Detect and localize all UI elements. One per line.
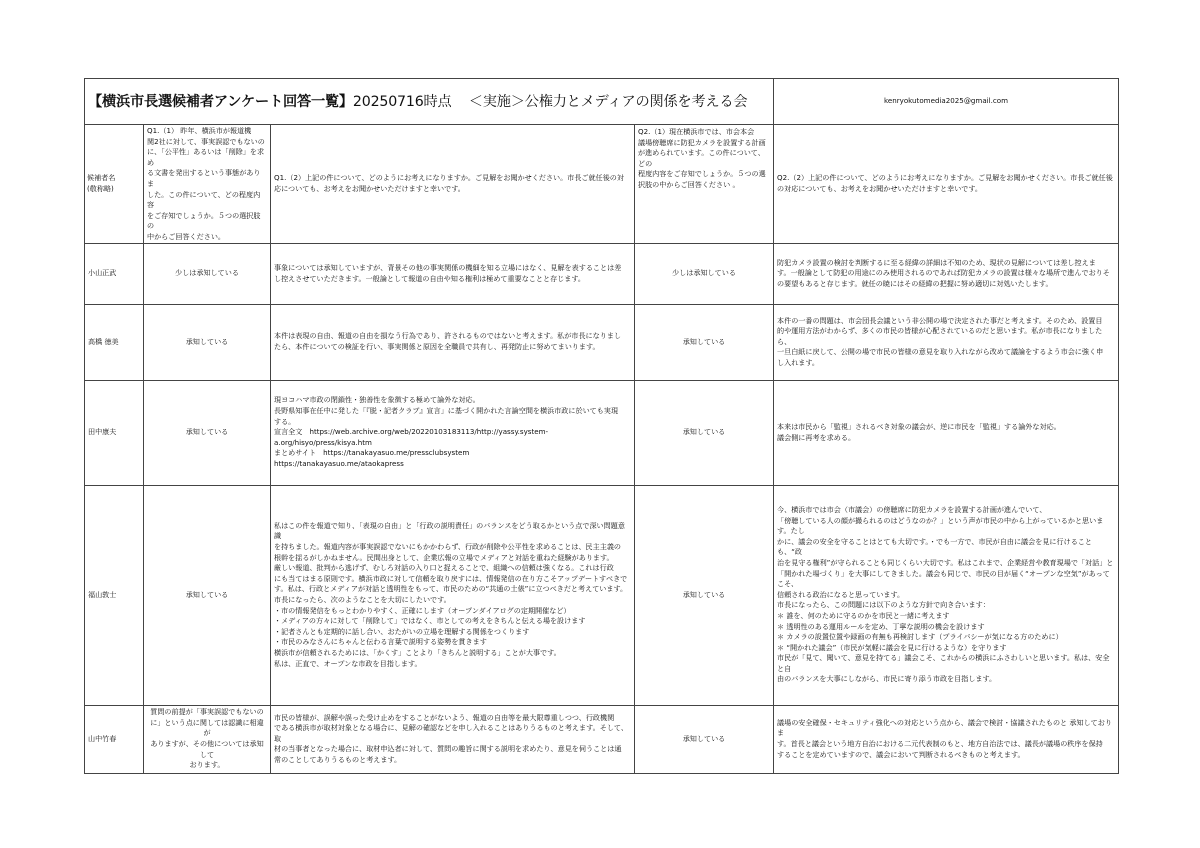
q2-1-answer: [635, 304, 774, 380]
text-line: 中からご回答ください。: [147, 231, 226, 241]
candidate-name: 山中竹春: [85, 705, 144, 773]
q2-2-header: [774, 125, 1119, 244]
text-line: おります。: [189, 760, 225, 770]
text-line: 質問の前提が「事実誤認でもないの: [150, 707, 264, 717]
q1-1-answer: [144, 485, 271, 705]
text-line: 横浜市が信頼されるためには、「かくす」ことより「きちんと説明する」ことが大事です。: [274, 648, 561, 657]
text-line: 一旦白紙に戻して、公開の場で市民の皆様の意見を取り入れながら改めて議論をするよう市会に強く申: [777, 347, 1104, 357]
text-line: 議場傍聴席に防犯カメラを設置する計画: [638, 137, 766, 147]
q1-2-answer: [271, 485, 635, 705]
text-line: Q1.（2）上記の件について、どのようにお考えになりますか。ご見解をお聞かせください。市長ご就任後の対: [274, 173, 624, 183]
candidate-name: 小山正武: [85, 243, 144, 304]
text-line: し控えさせていただきます。一般論として報道の自由や知る権利は極めて重要なことと存じます。: [274, 273, 585, 283]
text-line: 議会側に再考を求める。: [777, 432, 856, 442]
text-line: 常のことしてありうるものと考えます。: [274, 754, 402, 764]
candidate-row: [85, 705, 1119, 773]
candidate-row: [85, 485, 1119, 705]
text-line: 長野県知事在任中に発した「『脱・記者クラブ』宣言」に基づく開かれた言論空間を横浜市政に於いても実現: [274, 406, 619, 416]
q2-2-answer: [774, 485, 1119, 705]
text-line: の対応についても、お考えをお聞かせいただけますと幸いです。: [777, 183, 983, 193]
candidate-row: [85, 243, 1119, 304]
text-line: 市長になったら、次のようなことを大切にしたいです。: [274, 595, 451, 605]
text-line: まとめサイト https://tanakayasuo.me/pressclubsystem: [274, 448, 470, 458]
q2-2-answer: [774, 304, 1119, 380]
text-line: a.org/hisyo/press/kisya.htm: [274, 437, 372, 447]
text-line: ＊ 誰を、何のために守るのかを市民と一緒に考えます: [777, 610, 950, 620]
candidate-name: 高橋 徳美: [85, 304, 144, 380]
text-line: ・市の情報発信をもっとわかりやすく、正確にします（オープンダイアログの定期開催など）: [274, 605, 571, 615]
candidate-row: [85, 304, 1119, 380]
text-line: することを定めていますので、議会において判断されるべきものと考えます。: [777, 749, 1025, 759]
text-line: をご存知でしょうか。５つの選択肢の: [147, 210, 261, 231]
text-line: 択肢の中からご回答ください 。: [638, 179, 740, 189]
text-line: する。: [274, 416, 296, 426]
text-line: 「傍聴している人の顔が撮られるのはどうなのか？」という声が市民の中から上がっているかと思います。たし: [777, 515, 1104, 536]
text-line: 承知している: [682, 733, 726, 743]
text-line: ＊ 透明性のある運用ルールを定め、丁寧な説明の機会を設けます: [777, 621, 985, 631]
text-line: たら、本件についての検証を行い、事実関係と原因を全職員で共有し、再発防止に努めてまいります。: [274, 342, 600, 352]
text-line: Q2.（1）現在横浜市では、市会本会: [638, 127, 755, 136]
text-line: に」という点に関しては認識に相違が: [150, 717, 264, 738]
candidate-survey-table: [84, 78, 1119, 774]
text-line: に、「公平性」あるいは「削除」を求め: [147, 147, 265, 167]
text-line: ＊ カメラの設置位置や録画の有無も再検討します（プライバシーが気になる方のために）: [777, 632, 1063, 642]
text-line: ＊ “開かれた議会”（市民が気軽に議会を見に行けるような）を守ります: [777, 642, 1007, 652]
text-line: にも当てはまる原則です。横浜市政に対して信頼を取り戻すには、情報発信の在り方こそアップデートすべきで: [274, 573, 628, 583]
candidate-name: 田中康夫: [85, 380, 144, 485]
q1-1-answer: [144, 304, 271, 380]
text-line: Q2.（2）上記の件について、どのようにお考えになりますか。ご見解をお聞かせください。市長ご就任後: [777, 173, 1113, 183]
text-line: す。一般論として防犯の用途にのみ使用されるのであれば防犯カメラの設置は様々な場所で進んでおりそ: [777, 268, 1110, 278]
text-line: かに、議会の安全を守ることはとても大切です。・でも一方で、市民が自由に議会を見に行けることも、“政: [777, 536, 1092, 557]
text-line: 私は、正直で、オープンな市政を目指します。: [274, 658, 422, 668]
text-line: 関2社に対して、事実誤認でもないの: [147, 136, 265, 146]
text-line: 少しは承知している: [175, 268, 239, 278]
text-line: す。私は、行政とメディアが対話と透明性をもって、市民のための“共通の土俵”に立つべきだと考えています。: [274, 584, 628, 594]
document-title: 【横浜市長選候補者アンケート回答一覧】: [88, 93, 353, 110]
title-row: [85, 79, 1119, 125]
text-line: 由のバランスを大事にしながら、市民に寄り添う市政を目指します。: [777, 674, 997, 684]
text-line: 少しは承知している: [672, 268, 736, 278]
q1-1-answer: [144, 243, 271, 304]
text-line: 本件の一番の問題は、市会団長会議という非公開の場で決定された事だと考えます。そのため、設置目: [777, 315, 1103, 325]
text-line: 程度内容をご存知でしょうか。５つの選: [638, 169, 766, 179]
q2-1-answer: [635, 485, 774, 705]
text-line: 厳しい報道、批判から逃げず、むしろ対話の入り口と捉えることで、組織への信頼は強くなる。これは行政: [274, 563, 614, 573]
text-line: 市長になったら、この問題には以下のような方針で向き合います：: [777, 600, 990, 610]
text-line: である横浜市が取材対象となる場合に、見解の確認などを申し入れることはありうるものと考えます。そして、取: [274, 723, 628, 743]
title-cell: [85, 79, 774, 125]
text-line: の要望もあると存じます。就任の暁にはその経緯の把握に努め適切に対処いたします。: [777, 278, 1053, 288]
text-line: ありますが、その他については承知して: [150, 739, 264, 759]
text-line: 的や運用方法がわからず、多くの市民の皆様が心配されているのだと思います。私が市長になりましたら、: [777, 326, 1103, 346]
text-line: 応についても、お考えをお聞かせいただけますと幸いです。: [274, 183, 465, 193]
q2-2-answer: [774, 380, 1119, 485]
text-line: ・メディアの方々に対して「削除して」ではなく、市としての考えをきちんと伝える場を設けます: [274, 616, 586, 626]
text-line: 承知している: [185, 589, 229, 599]
q1-1-header: [144, 125, 271, 244]
text-line: 治を見守る権利”が守られることも同じくらい大切です。私はこれまで、企業経営や教育現場で「対話」と: [777, 557, 1114, 567]
q1-2-answer: [271, 304, 635, 380]
text-line: 信頼される政治になると思っています。: [777, 589, 905, 599]
text-line: 市民が「見て、聞いて、意見を持てる」議会こそ、これからの横浜にふさわしいと思います。私は、安全と自: [777, 653, 1110, 673]
organizer: ＜実施＞公権力とメディアの関係を考える会: [468, 93, 748, 110]
candidate-name: 福山敦士: [85, 485, 144, 705]
q2-2-answer: [774, 705, 1119, 773]
text-line: 本件は表現の自由、報道の自由を損なう行為であり、許されるものではないと考えます。私が市長になりまし: [274, 331, 622, 341]
q2-1-answer: [635, 243, 774, 304]
text-line: 私はこの件を報道で知り、「表現の自由」と「行政の説明責任」のバランスをどう取るかという点で深い問題意識: [274, 520, 625, 541]
text-line: が進められています。この件について、どの: [638, 148, 765, 168]
text-line: し入れます。: [777, 357, 820, 367]
text-line: を持ちました。報道内容が事実誤認でないにもかかわらず、行政が削除や公平性を求めることは、民主主義の: [274, 542, 622, 552]
text-line: 根幹を揺るがしかねません。民間出身として、企業広報の立場でメディアと対話を重ねた経験があります。: [274, 552, 614, 562]
text-line: https://tanakayasuo.me/ataokapress: [274, 459, 404, 469]
text-line: 事象については承知していますが、背景その他の事実関係の機細を知る立場にはなく、見解を表することは差: [274, 262, 622, 272]
text-line: 議場の安全確保・セキュリティ強化への対応という点から、議会で検討・協議されたものと 承知しておりま: [777, 717, 1112, 738]
text-line: 承知している: [682, 336, 726, 346]
q1-2-header: [271, 125, 635, 244]
q2-1-header: [635, 125, 774, 244]
candidate-name-header: [85, 125, 144, 244]
text-line: 材の当事者となった場合に、取材申込者に対して、質問の趣旨に関する説明を求めたり、意見を伺うことは通: [274, 744, 622, 754]
text-line: す。首長と議会という地方自治における二元代表制のもと、地方自治法では、議長が議場の秩序を保持: [777, 739, 1103, 749]
text-line: (敬称略): [87, 183, 114, 193]
text-line: 防犯カメラ設置の検討を判断するに至る経緯の詳細は不知のため、現状の見解については差し控えま: [777, 257, 1096, 267]
text-line: 今、横浜市では市会（市議会）の傍聴席に防犯カメラを設置する計画が進んでいて、: [777, 504, 1047, 514]
candidate-row: [85, 380, 1119, 485]
text-line: 市民の皆様が、誤解や誤った受け止めをすることがないよう、報道の自由等を最大限尊重しつつ、行政機関: [274, 712, 615, 722]
text-line: 承知している: [185, 336, 229, 346]
text-line: 候補者名: [87, 173, 116, 183]
text-line: 「開かれた場づくり」を大事にしてきました。議会も同じで、市民の目が届く“オープンな空気”があってこそ、: [777, 568, 1110, 589]
q1-1-answer: [144, 705, 271, 773]
q2-2-answer: [774, 243, 1119, 304]
text-line: ・市民のみなさんにちゃんと伝わる言葉で説明する姿勢を貫きます: [274, 637, 487, 647]
text-line: 承知している: [682, 427, 726, 437]
q2-1-answer: [635, 705, 774, 773]
text-line: 現ヨコハマ市政の閉鎖性・独善性を象徴する極めて論外な対応。: [274, 395, 480, 405]
as-of-date: 20250716時点: [352, 93, 452, 110]
q1-1-answer: [144, 380, 271, 485]
text-line: 本来は市民から「監視」されるべき対象の議会が、逆に市民を「監視」する論外な対応。: [777, 421, 1061, 431]
text-line: 承知している: [185, 427, 229, 437]
text-line: 宣言全文 https://web.archive.org/web/20220103183113/http://yassy.system-: [274, 427, 549, 437]
text-line: Q1.（1） 昨年、横浜市が報道機: [147, 126, 252, 135]
q1-2-answer: [271, 243, 635, 304]
q1-2-answer: [271, 705, 635, 773]
text-line: 承知している: [682, 589, 726, 599]
q1-2-answer: [271, 380, 635, 485]
q2-1-answer: [635, 380, 774, 485]
text-line: した。この件について、どの程度内容: [147, 189, 261, 210]
text-line: る文書を発出するという事態がありま: [147, 168, 261, 188]
header-row: [85, 125, 1119, 244]
contact-email: kenryokutomedia2025@gmail.com: [774, 79, 1119, 125]
text-line: ・記者さんとも定期的に話し合い、おたがいの立場を理解する関係をつくります: [274, 626, 530, 636]
